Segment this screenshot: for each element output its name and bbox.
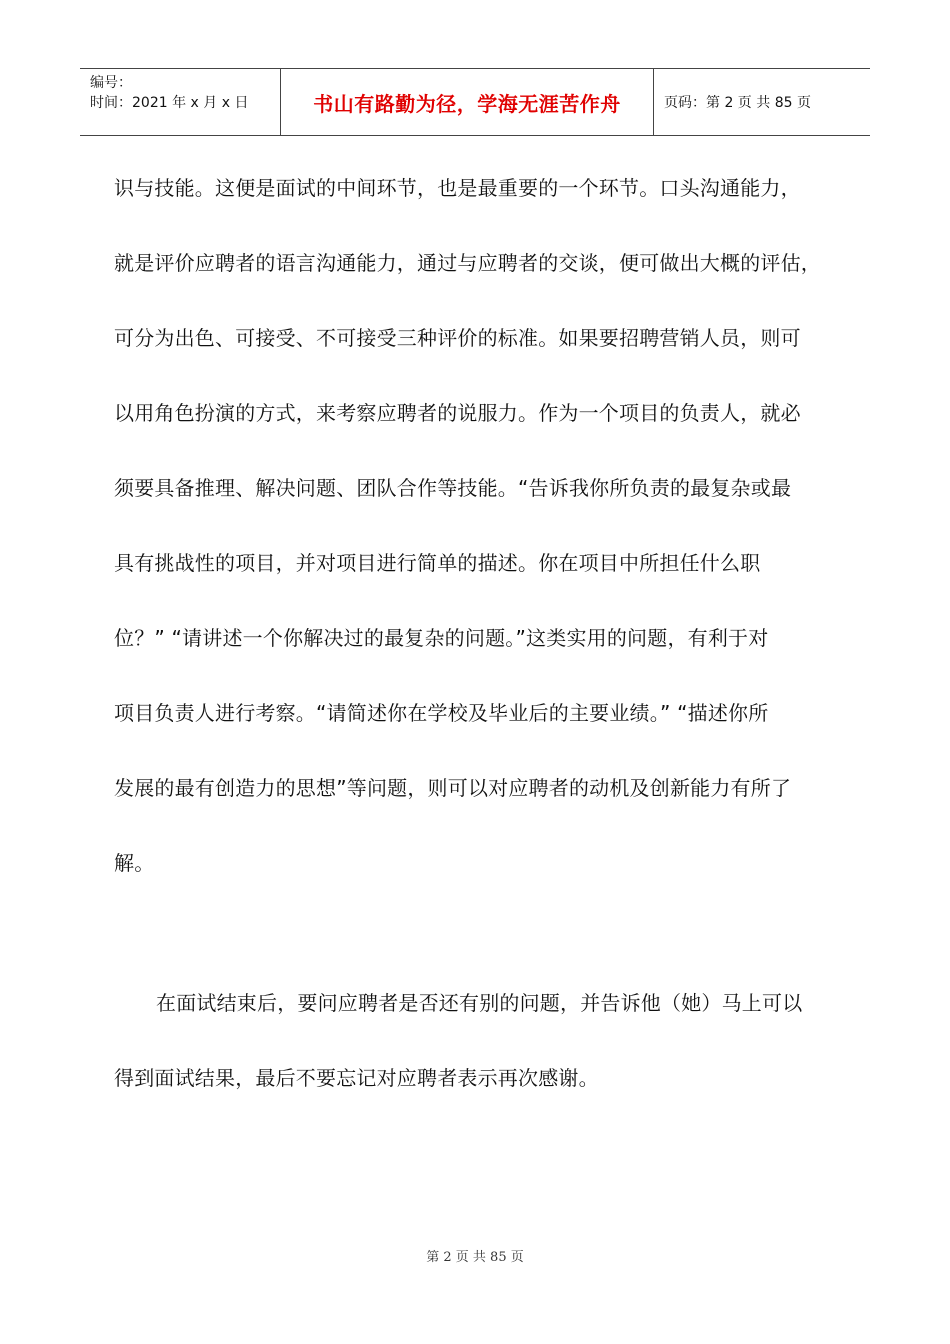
- text-line: 就是评价应聘者的语言沟通能力，通过与应聘者的交谈，便可做出大概的评估，: [114, 251, 821, 275]
- text-line: 具有挑战性的项目，并对项目进行简单的描述。你在项目中所担任什么职: [114, 551, 761, 575]
- header-page-cell: [654, 69, 870, 135]
- text-line: 得到面试结果，最后不要忘记对应聘者表示再次感谢。: [114, 1066, 599, 1090]
- text-line: 可分为出色、可接受、不可接受三种评价的标准。如果要招聘营销人员，则可: [114, 326, 801, 350]
- text-line: 须要具备推理、解决问题、团队合作等技能。“告诉我你所负责的最复杂或最: [114, 476, 792, 500]
- text-line: 发展的最有创造力的思想”等问题，则可以对应聘者的动机及创新能力有所了: [114, 776, 792, 800]
- header-meta-cell: [80, 69, 281, 135]
- header-motto-cell: [281, 69, 654, 135]
- page-footer: [0, 1246, 950, 1265]
- paragraph-1: [114, 160, 839, 910]
- text-line: 以用角色扮演的方式，来考察应聘者的说服力。作为一个项目的负责人，就必: [114, 401, 801, 425]
- text-line: 位？” “请讲述一个你解决过的最复杂的问题。”这类实用的问题，有利于对: [114, 626, 769, 650]
- paragraph-2: [114, 975, 839, 1125]
- text-line: 识与技能。这便是面试的中间环节，也是最重要的一个环节。口头沟通能力，: [114, 176, 801, 200]
- text-line: 项目负责人进行考察。“请简述你在学校及毕业后的主要业绩。” “描述你所: [114, 701, 769, 725]
- header-motto: 书山有路勤为径，学海无涯苦作舟: [313, 91, 621, 116]
- text-line: 解。: [114, 851, 155, 875]
- page-header: [80, 68, 870, 136]
- footer-page-number: 第 2 页 共 85 页: [426, 1250, 524, 1265]
- text-line: 在面试结束后，要问应聘者是否还有别的问题，并告诉他（她）马上可以: [156, 991, 803, 1015]
- document-time-label: 时间：2021 年 x 月 x 日: [90, 95, 249, 111]
- header-page-number: 页码：第 2 页 共 85 页: [664, 95, 811, 111]
- document-number-label: 编号：: [90, 75, 132, 91]
